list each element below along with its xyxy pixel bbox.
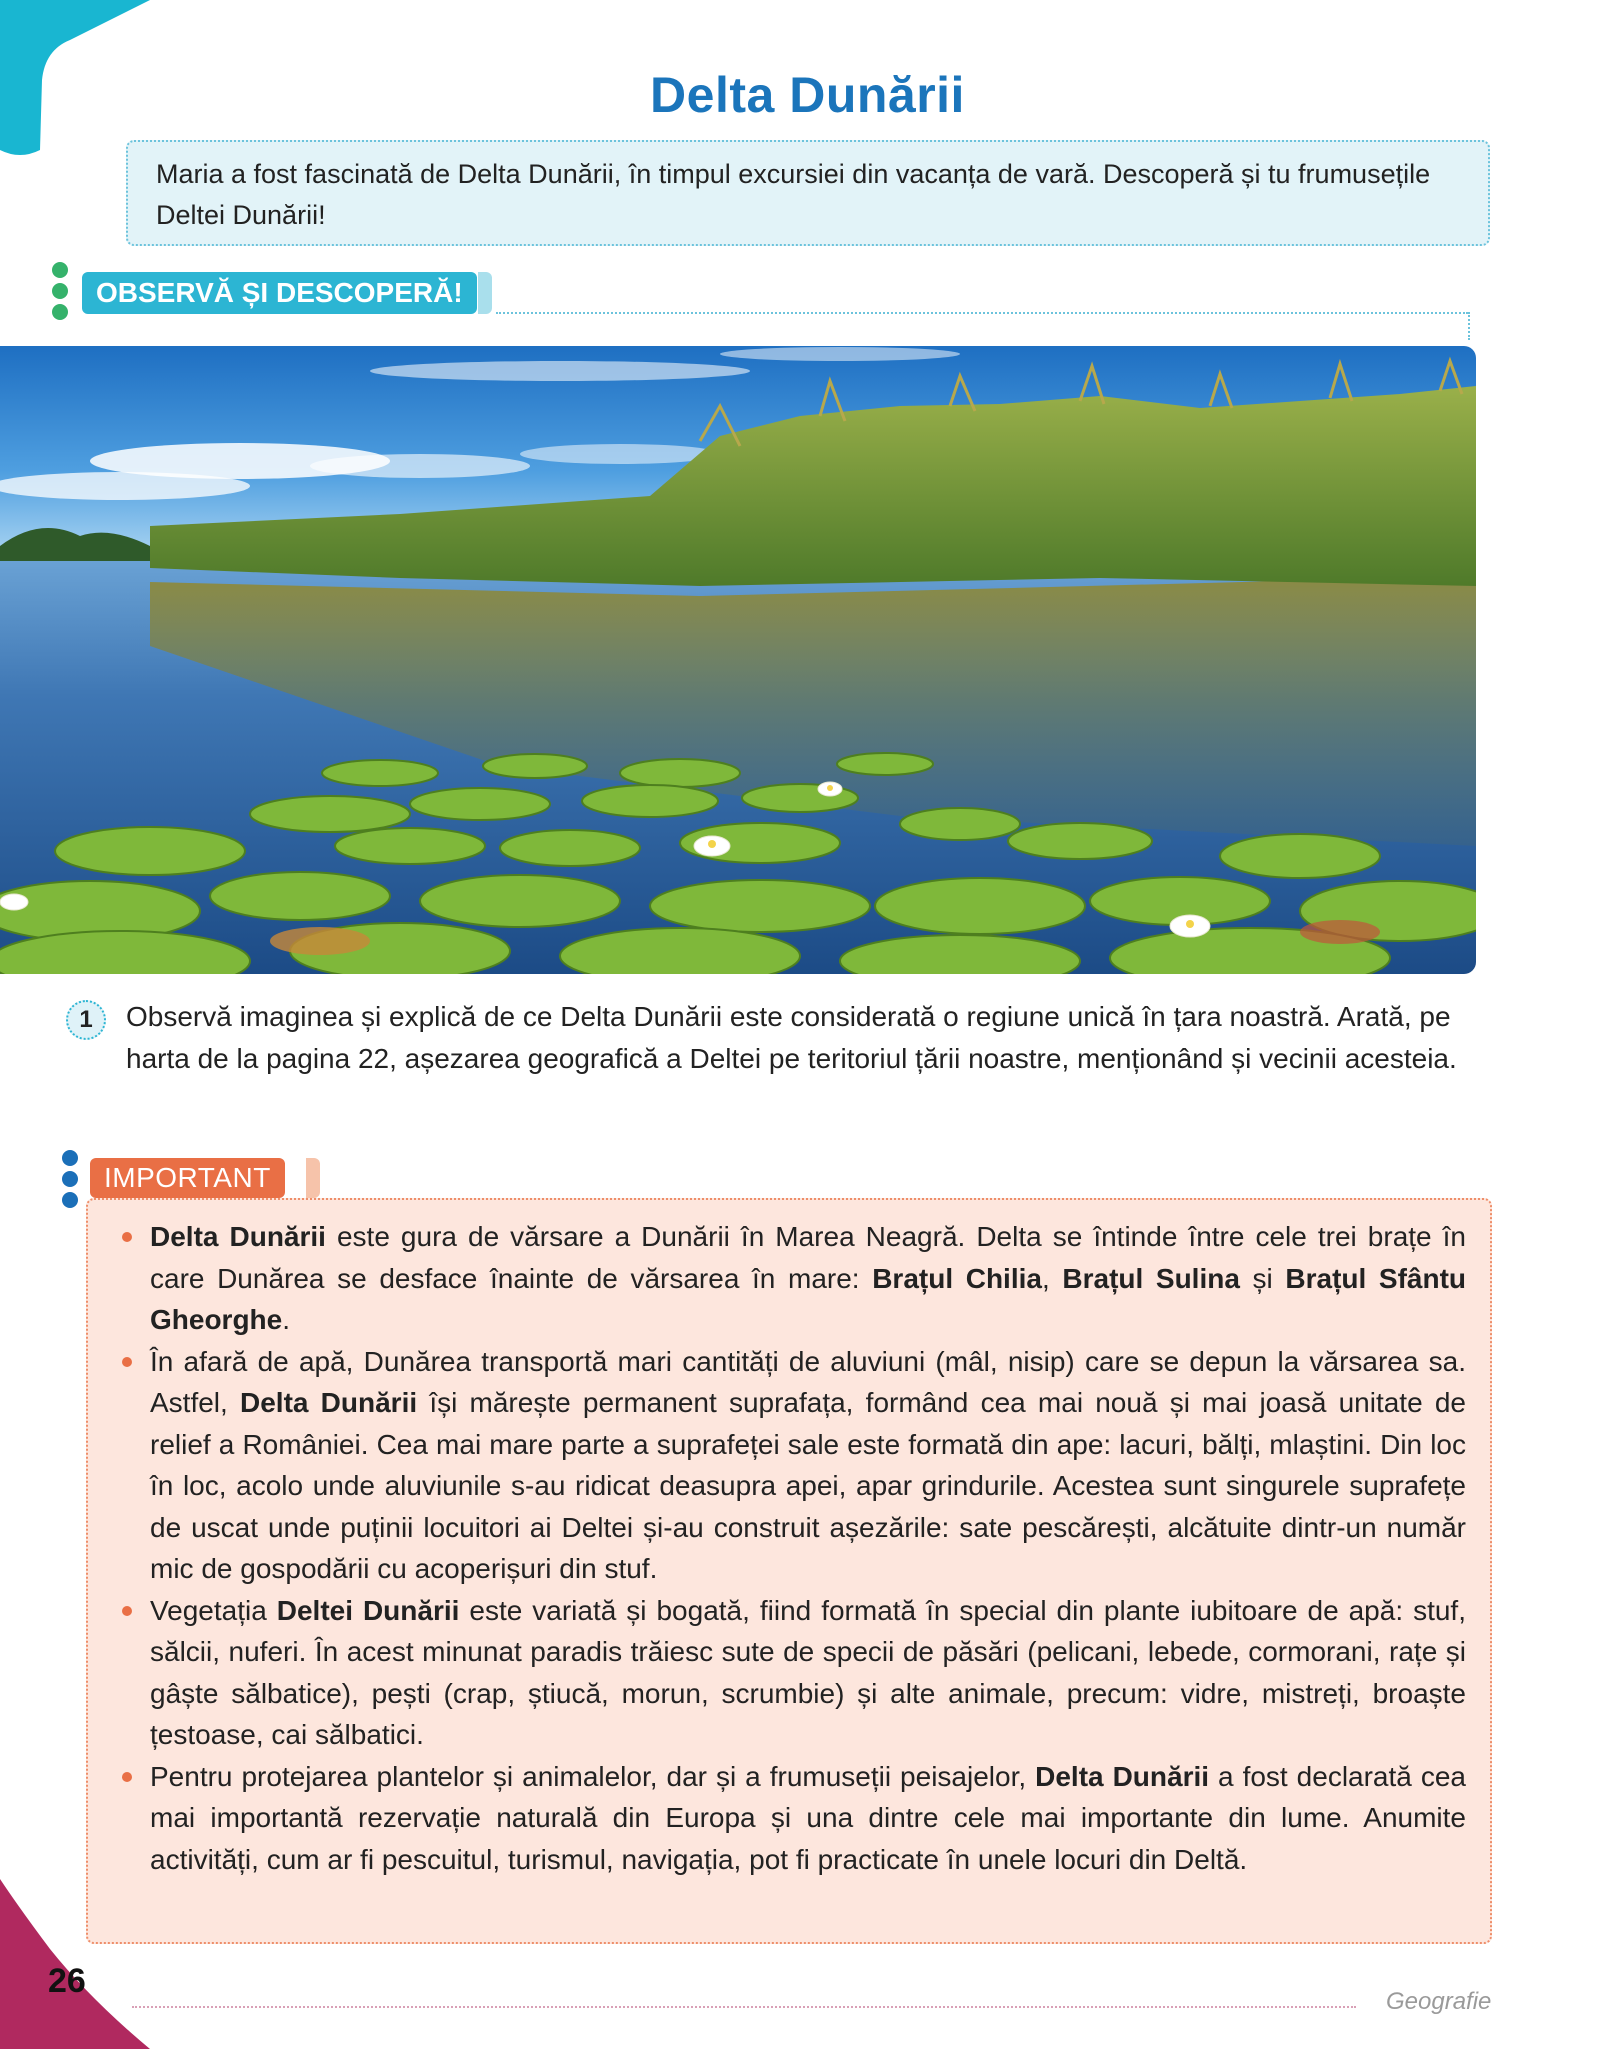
important-bullet-3: Vegetația Deltei Dunării este variată și bogată, fiind formată în special din plante iubitoare de apă: stuf, sălcii, nuferi. În acest minunat paradis trăiesc sute de specii de păsări (pelicani, lebede, cormorani, rațe și gâște sălbatice), pești (crap, știucă, morun, scrumbie) și alte animale, precum: vidre, mistreți, broaște țestoase, cai sălbatici. [150, 1590, 1466, 1756]
section-dots-blue [62, 1150, 78, 1213]
important-box [86, 1198, 1492, 1944]
important-bullet-1: Delta Dunării este gura de vărsare a Dunării în Marea Neagră. Delta se întinde între cele trei brațe în care Dunărea se desface înainte de vărsarea în mare: Brațul Chilia, Brațul Sulina și Brațul Sfântu Gheorghe. [150, 1216, 1466, 1341]
important-bullet-4: Pentru protejarea plantelor și animalelor, dar și a frumuseții peisajelor, Delta Dunării a fost declarată cea mai importantă rezervație naturală din Europa și una dintre cele mai importante din lume. Anumite activități, cum ar fi pescuitul, turismul, navigația, pot fi practicate în unele locuri din Deltă. [150, 1756, 1466, 1881]
section-label-important: IMPORTANT [90, 1158, 285, 1198]
task-text: Observă imaginea și explică de ce Delta Dunării este considerată o regiune unică în țara noastră. Arată, pe harta de la pagina 22, așezarea geografică a Deltei pe teritoriul țării noastre, menționând și vecinii acesteia. [126, 1001, 1457, 1074]
section-divider [496, 312, 1468, 314]
task-number-badge: 1 [66, 1000, 106, 1040]
section-dots-green [52, 262, 68, 325]
delta-landscape-photo [0, 346, 1476, 974]
section-divider-end [1468, 312, 1470, 340]
section-label-observe: OBSERVĂ ȘI DESCOPERĂ! [82, 272, 477, 314]
section-label-tail [478, 272, 492, 314]
section-label-tail [306, 1158, 320, 1198]
page-title: Delta Dunării [650, 67, 965, 123]
footer-divider [132, 2006, 1356, 2008]
important-bullet-2: În afară de apă, Dunărea transportă mari cantități de aluviuni (mâl, nisip) care se depun la vărsarea sa. Astfel, Delta Dunării își mărește permanent suprafața, formând cea mai nouă și mai joasă unitate de relief a României. Cea mai mare parte a suprafeței sale este formată din ape: lacuri, bălți, mlaștini. Din loc în loc, acolo unde aluviunile s-au ridicat deasupra apei, apar grindurile. Acestea sunt singurele suprafețe de uscat unde puținii locuitori ai Deltei și-au construit așezările: sate pescărești, alcătuite dintr-un număr mic de gospodării cu acoperișuri din stuf. [150, 1341, 1466, 1590]
footer-subject: Geografie [1386, 1988, 1492, 2015]
intro-box: Maria a fost fascinată de Delta Dunării, în timpul excursiei din vacanța de vară. Descoperă și tu frumusețile Deltei Dunării! [126, 140, 1490, 246]
page-number: 26 [48, 1962, 86, 2000]
